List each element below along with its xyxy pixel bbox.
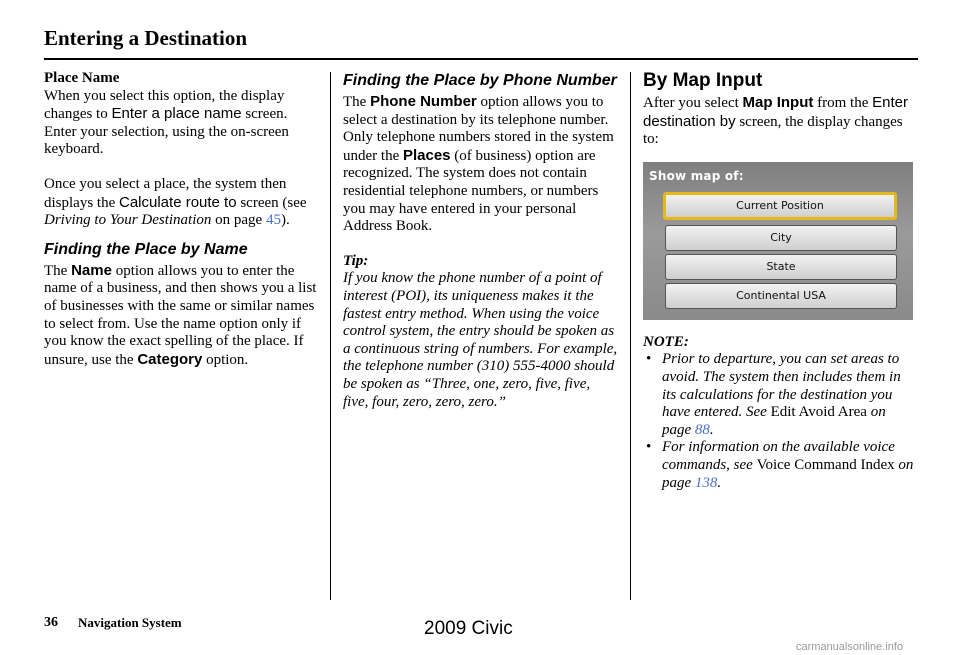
bullet: • [646, 439, 652, 456]
page-number: 36 [44, 615, 58, 630]
column-divider-2 [630, 72, 631, 600]
screen-name-enter-destination: Enter destination by [643, 94, 908, 130]
by-phone-heading: Finding the Place by Phone Number [343, 72, 617, 89]
tip-text: If you know the phone number of a point of interest (POI), its uniqueness makes it the fastest entry method. When using the voice control system, the entry should be spoken as a continuous string of numbers. For example, the telephone number (310) 555-4000 should be spoken as “Three, one, zero, five, five, five, four, zero, zero, zero.” [343, 270, 618, 410]
title-rule [44, 58, 918, 60]
column-1 [44, 70, 319, 369]
calculate-route-paragraph: Once you select a place, the system then displays the Calculate route to screen (see Driving to Your Destination on page 45). [44, 175, 307, 229]
place-name-heading: Place Name [44, 70, 120, 86]
screen-title: Show map of: [649, 168, 744, 183]
column-divider-1 [330, 72, 331, 600]
by-name-paragraph: The Name option allows you to enter the name of a business, and then shows you a list of businesses with the same or similar names to select from. Use the name option only if you know the exact spelling of the place. If unsure, use the Category option. [44, 261, 317, 368]
continental-usa-button[interactable]: Continental USA [665, 283, 897, 309]
xref-edit-avoid-area: Edit Avoid Area [770, 404, 867, 421]
show-map-screen [643, 162, 913, 320]
column-3 [643, 70, 918, 492]
map-input-heading: By Map Input [643, 70, 763, 91]
option-category: Category [137, 350, 203, 368]
state-button[interactable]: State [665, 254, 897, 280]
xref-driving: Driving to Your Destination [44, 212, 212, 229]
option-map-input: Map Input [742, 94, 814, 111]
watermark-text: 2009 Civic [424, 618, 513, 639]
site-watermark: carmanualsonline.info [796, 641, 904, 653]
screen-name-calculate-route: Calculate route to [119, 193, 237, 211]
bullet: • [646, 351, 652, 368]
city-button[interactable]: City [665, 225, 897, 251]
note-item-avoid-areas: • Prior to departure, you can set areas to avoid. The system then includes them in its calculations for the destination you have entered. See Edit Avoid Area on page 88. [646, 351, 901, 438]
xref-voice-command-index: Voice Command Index [756, 456, 895, 473]
note-list [643, 351, 918, 492]
page-link-45[interactable]: 45 [265, 212, 281, 229]
note-label: NOTE: [643, 333, 689, 350]
page-link-138[interactable]: 138 [694, 474, 718, 491]
by-phone-paragraph: The Phone Number option allows you to select a destination by its telephone number. Only telephone numbers stored in the system under the Places (of business) option are recognized. The system does not contain residential telephone numbers, or numbers you may have entered in your personal Address Book. [343, 93, 614, 235]
current-position-button[interactable]: Current Position [663, 192, 897, 220]
by-name-heading: Finding the Place by Name [44, 240, 248, 258]
option-places: Places [402, 146, 451, 164]
column-2 [343, 70, 618, 411]
place-name-paragraph: When you select this option, the display changes to Enter a place name screen. Enter your selection, using the on-screen keyboard. [44, 87, 289, 158]
map-input-paragraph: After you select Map Input from the Enter destination by screen, the display changes to: [643, 94, 908, 148]
footer-section: Navigation System [78, 615, 182, 630]
note-item-voice-commands: • For information on the available voice commands, see Voice Command Index on page 138. [646, 439, 914, 491]
page-title: Entering a Destination [44, 26, 248, 50]
screen-name-enter-place: Enter a place name [111, 105, 242, 123]
option-name: Name [71, 261, 112, 279]
tip-label: Tip: [343, 252, 369, 269]
option-phone-number: Phone Number [370, 93, 477, 110]
page-link-88[interactable]: 88 [694, 421, 710, 438]
